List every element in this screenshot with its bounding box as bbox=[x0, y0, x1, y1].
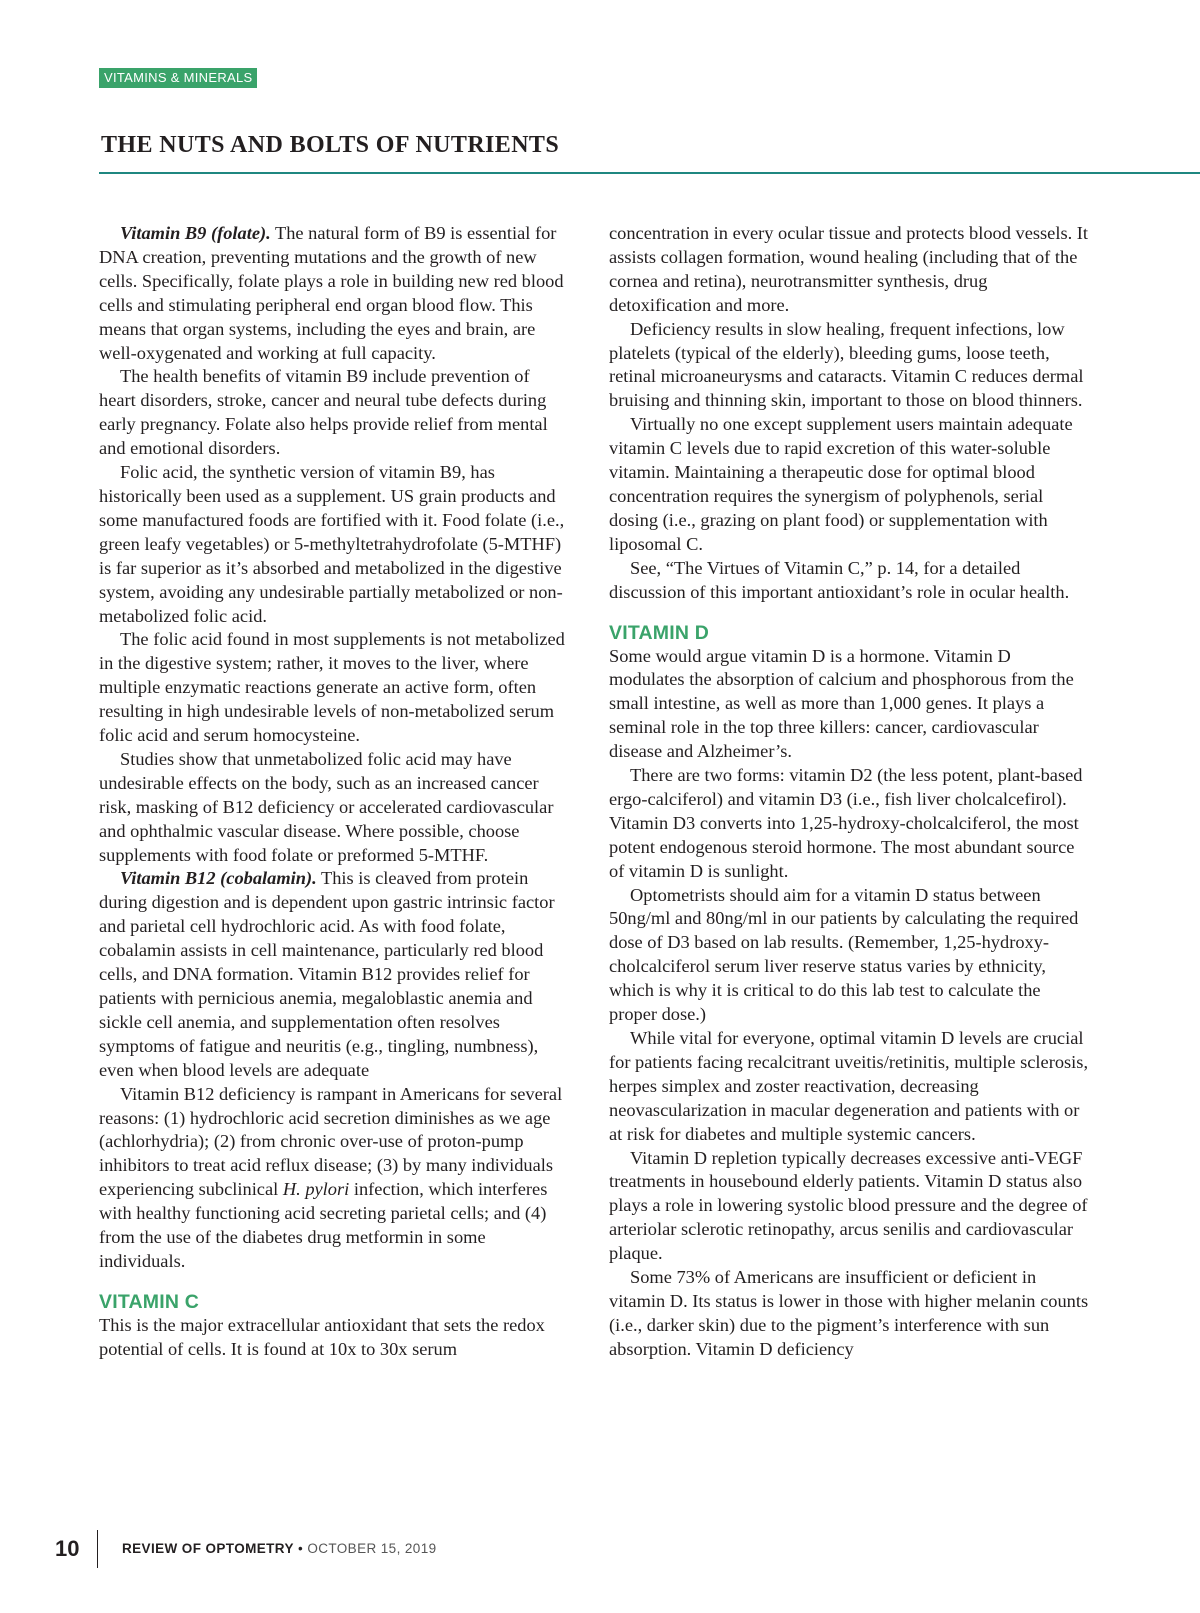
paragraph-folic-metabolism: The folic acid found in most supplements is not metabolized in the digestive system; rather, it moves to the liver, where multiple enzymatic reactions generate an active form, often resulting in high undesirable levels of non-metabolized serum folic acid and serum homocysteine. bbox=[99, 629, 565, 746]
paragraph-folic-studies: Studies show that unmetabolized folic acid may have undesirable effects on the body, such as an increased cancer risk, masking of B12 deficiency or accelerated cardiovascular and ophthalmic vascular disease. Where possible, choose supplements with food folate or preformed 5-MTHF. bbox=[99, 748, 554, 865]
paragraph-vitd-intro: Some would argue vitamin D is a hormone. Vitamin D modulates the absorption of calcium and phosphorous from the small intestine, as well as more than 1,000 genes. It plays a seminal role in the top three killers: cancer, cardiovascular disease and Alzheimer’s. bbox=[609, 645, 1074, 762]
title-rule bbox=[99, 172, 1200, 174]
publication-name: REVIEW OF OPTOMETRY bbox=[122, 1541, 294, 1556]
paragraph-vitd-prevalence: Some 73% of Americans are insufficient or deficient in vitamin D. Its status is lower in those with higher melanin counts (i.e., darker skin) due to the pigment’s interference with sun absorption. Vitamin D deficiency bbox=[609, 1267, 1089, 1359]
paragraph-vitd-repletion: Vitamin D repletion typically decreases excessive anti-VEGF treatments in housebound elderly patients. Vitamin D status also plays a role in lowering systolic blood pressure and the degree of arteriolar sclerotic retinopathy, arcus senilis and cardiovascular plaque. bbox=[609, 1147, 1088, 1264]
heading-vitamin-d: VITAMIN D bbox=[609, 621, 710, 644]
paragraph-vitc-intro: This is the major extracellular antioxidant that sets the redox potential of cells. It is found at 10x to 30x serum bbox=[99, 1314, 545, 1359]
paragraph-vitc-deficiency: Deficiency results in slow healing, frequent infections, low platelets (typical of the elderly), bleeding gums, loose teeth, retinal microaneurysms and cataracts. Vitamin C reduces dermal bruising and thinning skin, important to those on blood thinners. bbox=[609, 318, 1084, 411]
paragraph-vitd-importance: While vital for everyone, optimal vitamin D levels are crucial for patients facing recalcitrant uveitis/retinitis, multiple sclerosis, herpes simplex and zoster reactivation, decreasing neovascularization in macular degeneration and patients with or at risk for diabetes and multiple systemic cancers. bbox=[609, 1028, 1089, 1144]
footer-credit bbox=[122, 1541, 437, 1556]
paragraph-b9-intro bbox=[99, 222, 569, 365]
paragraph-vitc-reference: See, “The Virtues of Vitamin C,” p. 14, for a detailed discussion of this important antioxidant’s role in ocular health. bbox=[609, 557, 1070, 602]
b12-deficiency-text-b: infection, which interferes with healthy functioning acid secreting parietal cells; and (4) from the use of the diabetes drug metformin in some individuals. bbox=[99, 1179, 548, 1271]
page-footer bbox=[55, 1530, 1200, 1568]
paragraph-vitd-status: Optometrists should aim for a vitamin D status between 50ng/ml and 80ng/ml in our patients by calculating the required dose of D3 based on lab results. (Remember, 1,25-hydroxy-cholcalciferol serum liver reserve status varies by ethnicity, which is why it is critical to do this lab test to calculate the proper dose.) bbox=[609, 884, 1079, 1025]
section-tag: VITAMINS & MINERALS bbox=[99, 68, 257, 88]
heading-vitamin-c: VITAMIN C bbox=[99, 1290, 200, 1313]
paragraph-b12-intro bbox=[99, 867, 569, 1082]
page-number: 10 bbox=[55, 1536, 80, 1561]
footer-separator: • bbox=[293, 1541, 308, 1556]
left-column bbox=[99, 222, 569, 1362]
footer-divider bbox=[97, 1530, 98, 1568]
b12-intro-text: This is cleaved from protein during digestion and is dependent upon gastric intrinsic factor and parietal cell hydrochloric acid. As with food folate, cobalamin assists in cell maintenance, particularly red blood cells, and DNA formation. Vitamin B12 provides relief for patients with pernicious anemia, megaloblastic anemia and sickle cell anemia, and supplementation often resolves symptoms of fatigue and neuritis (e.g., tingling, numbness), even when blood levels are adequate bbox=[99, 868, 555, 1080]
page-title: THE NUTS AND BOLTS OF NUTRIENTS bbox=[101, 132, 560, 158]
b12-deficiency-text-a: Vitamin B12 deficiency is rampant in Americans for several reasons: (1) hydrochloric acid secretion diminishes as we age (achlorhydria); (2) from chronic over-use of proton-pump inhibitors to treat acid reflux disease; (3) by many individuals experiencing subclinical bbox=[99, 1083, 563, 1200]
paragraph-b12-deficiency bbox=[99, 1083, 569, 1274]
paragraph-vitd-forms: There are two forms: vitamin D2 (the less potent, plant-based ergo-calciferol) and vitamin D3 (i.e., fish liver cholcalcefirol). Vitamin D3 converts into 1,25-hydroxy-cholcalciferol, the most potent endogenous steroid hormone. The most abundant source of vitamin D is sunlight. bbox=[609, 765, 1083, 881]
paragraph-vitc-continued: concentration in every ocular tissue and protects blood vessels. It assists collagen formation, wound healing (including that of the cornea and retina), neurotransmitter synthesis, drug detoxification and more. bbox=[609, 223, 1089, 315]
b9-intro-text: The natural form of B9 is essential for DNA creation, preventing mutations and the growth of new cells. Specifically, folate plays a role in building new red blood cells and stimulating peripheral end organ blood flow. This means that organ systems, including the eyes and brain, are well-oxygenated and working at full capacity. bbox=[99, 223, 564, 363]
right-column bbox=[609, 222, 1089, 1362]
paragraph-vitc-levels: Virtually no one except supplement users maintain adequate vitamin C levels due to rapid excretion of this water-soluble vitamin. Maintaining a therapeutic dose for optimal blood concentration requires the synergism of polyphenols, serial dosing (i.e., grazing on plant food) or supplementation with liposomal C. bbox=[609, 414, 1073, 554]
paragraph-b9-benefits: The health benefits of vitamin B9 include prevention of heart disorders, stroke, cancer and neural tube defects during early pregnancy. Folate also helps provide relief from mental and emotional disorders. bbox=[99, 366, 548, 459]
b9-lead-in: Vitamin B9 (folate). bbox=[120, 223, 271, 243]
issue-date: OCTOBER 15, 2019 bbox=[307, 1541, 437, 1556]
b12-lead-in: Vitamin B12 (cobalamin). bbox=[120, 868, 317, 889]
b12-deficiency-italic: H. pylori bbox=[282, 1179, 350, 1200]
paragraph-folic-acid: Folic acid, the synthetic version of vitamin B9, has historically been used as a supplement. US grain products and some manufactured foods are fortified with it. Food folate (i.e., green leafy vegetables) or 5-methyltetrahydrofolate (5-MTHF) is far superior as it’s absorbed and metabolized in the digestive system, avoiding any undesirable partially metabolized or non-metabolized folic acid. bbox=[99, 462, 565, 626]
